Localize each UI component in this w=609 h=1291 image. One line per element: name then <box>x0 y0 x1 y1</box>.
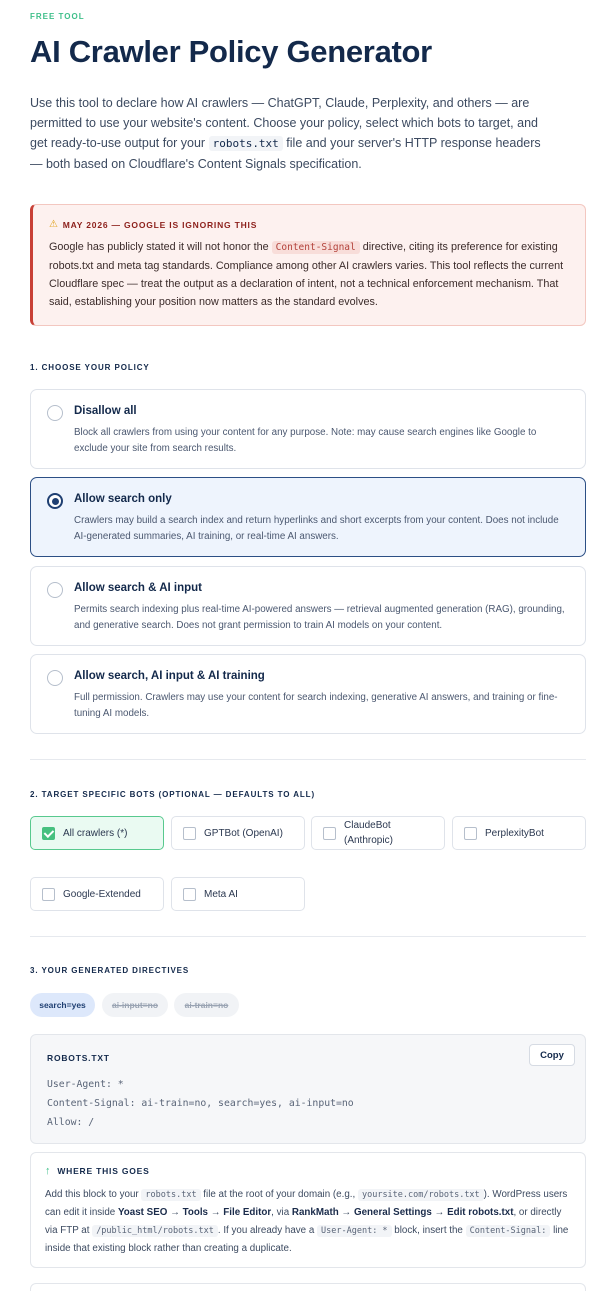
where-title: WHERE THIS GOES <box>57 1166 150 1176</box>
robots-txt-title: ROBOTS.TXT <box>47 1053 110 1063</box>
intro-code: robots.txt <box>209 136 283 151</box>
policy-desc: Crawlers may build a search index and return hyperlinks and short excerpts from your content. Does not include AI-generated summaries, AI training, or real-time AI answers. <box>74 515 559 542</box>
menu-path: RankMath <box>291 1207 339 1218</box>
menu-path: Tools <box>182 1207 209 1218</box>
code-line: Allow: / <box>47 1117 95 1128</box>
inline-code: yoursite.com/robots.txt <box>358 1189 484 1201</box>
inline-code: User-Agent: * <box>317 1225 392 1237</box>
directive-pill-ai-input: ai-input=no <box>102 993 168 1017</box>
bot-label: PerplexityBot <box>485 827 544 839</box>
policy-desc: Full permission. Crawlers may use your content for search indexing, generative AI answers, and training or fine-tuning AI models. <box>74 692 558 719</box>
checkbox-icon[interactable] <box>464 827 477 840</box>
text: Add this block to your <box>45 1189 142 1200</box>
text: , or directly via FTP at <box>45 1207 562 1236</box>
bot-checkbox-meta-ai[interactable] <box>171 877 305 911</box>
policy-title: Allow search, AI input & AI training <box>74 670 265 682</box>
warning-icon: ⚠ <box>49 219 59 230</box>
inline-code: Content-Signal: <box>466 1225 551 1237</box>
menu-path: Edit robots.txt <box>447 1207 514 1218</box>
bot-label: Google-Extended <box>63 888 141 900</box>
where-this-goes-panel <box>30 1152 586 1268</box>
bot-checkbox-google-extended[interactable] <box>30 877 164 911</box>
warning-title: MAY 2026 — GOOGLE IS IGNORING THIS <box>62 219 258 230</box>
where-title-row <box>45 1165 571 1177</box>
path-arrow: → <box>431 1207 448 1218</box>
copy-button[interactable]: Copy <box>529 1044 575 1066</box>
page-title: AI Crawler Policy Generator <box>30 34 432 69</box>
robots-txt-code[interactable] <box>47 1075 569 1132</box>
bot-checkbox-gptbot[interactable] <box>171 816 305 850</box>
intro-part: Use this tool to declare how AI crawlers — ChatGPT, Claude, Perplexity, and others — are permitted to use your website's content. Choose your policy, select which bots to target, and get ready-to-use output for your <box>30 96 538 150</box>
where-text <box>45 1186 571 1258</box>
intro-part: file and your server's HTTP response headers — both based on Cloudflare's Content Signals specification. <box>30 136 541 171</box>
warning-title-row <box>49 219 569 230</box>
checkbox-icon[interactable] <box>42 888 55 901</box>
menu-path: File Editor <box>223 1207 272 1218</box>
section-heading-policy: 1. CHOOSE YOUR POLICY <box>30 363 150 372</box>
radio-button-selected[interactable] <box>47 493 63 509</box>
policy-option-search-ai-input[interactable] <box>30 566 586 646</box>
checkbox-checked-icon[interactable] <box>42 827 55 840</box>
warning-part: Google has publicly stated it will not honor the <box>49 241 272 253</box>
policy-title: Allow search only <box>74 493 172 505</box>
bot-label: GPTBot (OpenAI) <box>204 827 283 839</box>
policy-title: Disallow all <box>74 405 137 417</box>
path-arrow: → <box>338 1207 354 1218</box>
code-line: User-Agent: * <box>47 1079 124 1090</box>
inline-code: robots.txt <box>141 1189 200 1201</box>
directive-pill-ai-train: ai-train=no <box>174 993 239 1017</box>
policy-option-search-only[interactable] <box>30 477 586 557</box>
policy-option-search-ai-input-training[interactable] <box>30 654 586 734</box>
bot-label: ClaudeBot (Anthropic) <box>344 820 393 846</box>
section-heading-directives: 3. YOUR GENERATED DIRECTIVES <box>30 966 190 975</box>
radio-button[interactable] <box>47 582 63 598</box>
inline-code: /public_html/robots.txt <box>92 1225 218 1237</box>
text: line inside that existing block rather than creating a duplicate. <box>45 1225 569 1254</box>
checkbox-icon[interactable] <box>323 827 336 840</box>
robots-txt-output <box>30 1034 586 1144</box>
divider <box>30 759 586 760</box>
divider <box>30 936 586 937</box>
bot-label: All crawlers (*) <box>63 827 128 839</box>
policy-desc: Block all crawlers from using your content for any purpose. Note: may cause search engines like Google to exclude your site from search results. <box>74 427 537 454</box>
text: . If you already have a <box>217 1225 318 1236</box>
bot-checkbox-perplexitybot[interactable] <box>452 816 586 850</box>
section-heading-bots: 2. TARGET SPECIFIC BOTS (OPTIONAL — DEFAULTS TO ALL) <box>30 790 316 799</box>
bot-checkbox-all-crawlers[interactable] <box>30 816 164 850</box>
text: block, insert the <box>391 1225 466 1236</box>
policy-title: Allow search & AI input <box>74 582 203 594</box>
radio-button[interactable] <box>47 405 63 421</box>
checkbox-icon[interactable] <box>183 888 196 901</box>
text: file at the root of your domain (e.g., <box>200 1189 358 1200</box>
bot-label: Meta AI <box>204 888 238 900</box>
path-arrow: → <box>208 1207 224 1218</box>
policy-desc: Permits search indexing plus real-time AI-powered answers — retrieval augmented generation (RAG), grounding, and generative search. Does not grant permission to train AI models on your content. <box>74 604 565 631</box>
next-panel <box>30 1283 586 1291</box>
warning-banner <box>30 204 586 326</box>
warning-code: Content-Signal <box>272 241 360 254</box>
code-line: Content-Signal: ai-train=no, search=yes, ai-input=no <box>47 1098 354 1109</box>
menu-path: General Settings <box>353 1207 432 1218</box>
checkbox-icon[interactable] <box>183 827 196 840</box>
intro-text <box>30 93 550 174</box>
warning-text <box>49 238 569 311</box>
path-arrow: → <box>167 1207 183 1218</box>
arrow-up-icon: ↑ <box>45 1165 52 1177</box>
text: ). WordPress users can edit it inside <box>45 1189 568 1218</box>
policy-option-disallow-all[interactable] <box>30 389 586 469</box>
warning-part: directive, citing its preference for existing robots.txt and meta tag standards. Compliance among other AI crawlers varies. This tool reflects the current Cloudflare spec — treat the output as a declaration of intent, not a technical enforcement mechanism. That said, establishing your position now matters as the standard evolves. <box>49 241 564 308</box>
eyebrow-label: FREE TOOL <box>30 12 85 21</box>
menu-path: Yoast SEO <box>117 1207 168 1218</box>
bot-checkbox-claudebot[interactable] <box>311 816 445 850</box>
text: , via <box>271 1207 292 1218</box>
radio-button[interactable] <box>47 670 63 686</box>
directive-pill-search: search=yes <box>30 993 95 1017</box>
